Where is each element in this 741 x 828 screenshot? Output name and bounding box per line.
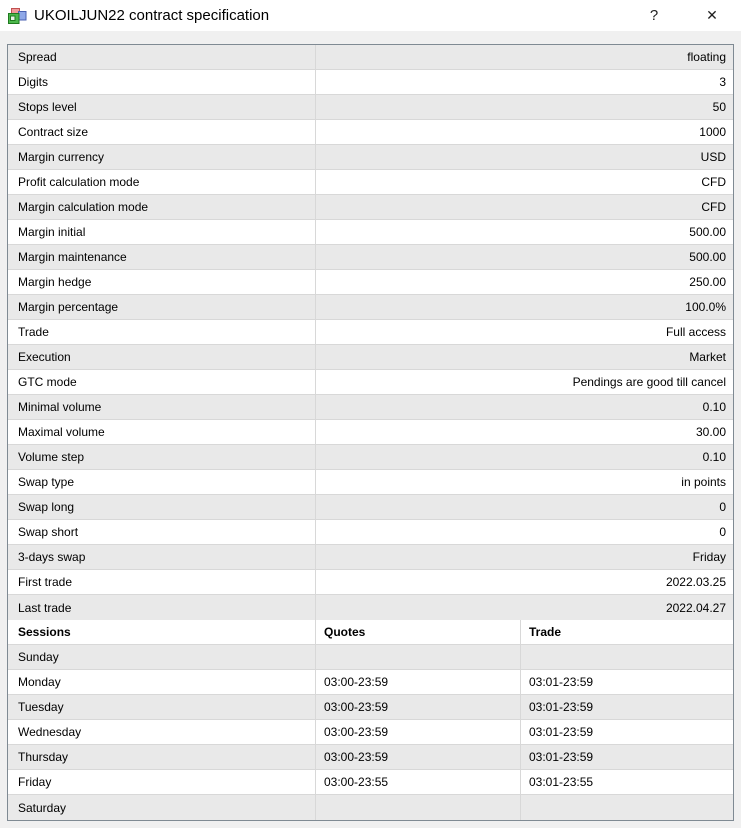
session-row xyxy=(8,745,733,770)
spec-row xyxy=(8,45,733,70)
session-trade: 03:01-23:59 xyxy=(529,675,594,689)
spec-row-label: Spread xyxy=(8,45,316,69)
spec-row xyxy=(8,570,733,595)
spec-row-value: 500.00 xyxy=(689,225,726,239)
spec-row xyxy=(8,120,733,145)
spec-row-value: 0 xyxy=(719,525,726,539)
session-day: Wednesday xyxy=(8,720,316,744)
spec-row-value: 2022.04.27 xyxy=(665,600,726,615)
spec-row xyxy=(8,70,733,95)
spec-row-label: Margin maintenance xyxy=(8,245,316,269)
spec-row-label: Margin currency xyxy=(8,145,316,169)
session-quotes xyxy=(316,645,521,669)
spec-row-value: Pendings are good till cancel xyxy=(572,375,726,389)
spec-row xyxy=(8,320,733,345)
dialog-body xyxy=(0,31,741,828)
session-quotes xyxy=(316,795,521,820)
spec-row xyxy=(8,470,733,495)
session-trade: 03:01-23:55 xyxy=(529,775,594,789)
spec-row-value: 0.10 xyxy=(702,400,726,414)
session-day: Friday xyxy=(8,770,316,794)
spec-row-value: USD xyxy=(700,150,726,164)
session-day: Monday xyxy=(8,670,316,694)
session-row xyxy=(8,770,733,795)
spec-row-value: 50 xyxy=(712,100,726,114)
spec-row xyxy=(8,345,733,370)
spec-row-label: Trade xyxy=(8,320,316,344)
spec-row-label: Swap type xyxy=(8,470,316,494)
spec-row xyxy=(8,545,733,570)
spec-row-value: Friday xyxy=(692,550,726,564)
spec-row-label: Execution xyxy=(8,345,316,369)
spec-row-label: Contract size xyxy=(8,120,316,144)
session-quotes: 03:00-23:55 xyxy=(316,770,521,794)
spec-row xyxy=(8,220,733,245)
spec-row xyxy=(8,145,733,170)
spec-row xyxy=(8,270,733,295)
spec-row xyxy=(8,170,733,195)
spec-row xyxy=(8,595,733,620)
quotes-header-label: Quotes xyxy=(316,620,521,644)
session-quotes: 03:00-23:59 xyxy=(316,745,521,769)
spec-row xyxy=(8,395,733,420)
session-quotes: 03:00-23:59 xyxy=(316,695,521,719)
spec-row-label: 3-days swap xyxy=(8,545,316,569)
spec-row-label: Swap long xyxy=(8,495,316,519)
session-trade: 03:01-23:59 xyxy=(529,725,594,739)
spec-row xyxy=(8,195,733,220)
session-day: Tuesday xyxy=(8,695,316,719)
spec-row-label: Margin percentage xyxy=(8,295,316,319)
session-trade: 03:01-23:59 xyxy=(529,700,594,714)
session-quotes: 03:00-23:59 xyxy=(316,670,521,694)
window-title: UKOILJUN22 contract specification xyxy=(34,7,270,24)
session-trade: 03:01-23:59 xyxy=(529,750,594,764)
spec-rows xyxy=(8,45,733,620)
session-row xyxy=(8,720,733,745)
spec-row xyxy=(8,245,733,270)
session-day: Sunday xyxy=(8,645,316,669)
sessions-header-row xyxy=(8,620,733,645)
session-row xyxy=(8,695,733,720)
spec-row-label: Margin initial xyxy=(8,220,316,244)
session-row xyxy=(8,795,733,820)
spec-row-label: Volume step xyxy=(8,445,316,469)
titlebar[interactable] xyxy=(0,0,741,31)
session-row xyxy=(8,645,733,670)
spec-row xyxy=(8,95,733,120)
session-row xyxy=(8,670,733,695)
contract-spec-table xyxy=(7,44,734,821)
spec-row-value: 1000 xyxy=(699,125,726,139)
spec-row-label: Stops level xyxy=(8,95,316,119)
spec-row-value: 0.10 xyxy=(702,450,726,464)
spec-row xyxy=(8,520,733,545)
spec-row-label: Swap short xyxy=(8,520,316,544)
spec-row-value: 0 xyxy=(719,500,726,514)
spec-row xyxy=(8,495,733,520)
spec-row-label: Profit calculation mode xyxy=(8,170,316,194)
close-button[interactable]: ✕ xyxy=(683,0,741,31)
contract-spec-icon xyxy=(7,7,27,25)
spec-row-label: Margin hedge xyxy=(8,270,316,294)
spec-row-value: floating xyxy=(687,50,726,64)
spec-row xyxy=(8,370,733,395)
spec-row-label: GTC mode xyxy=(8,370,316,394)
session-day: Thursday xyxy=(8,745,316,769)
spec-row-label: Minimal volume xyxy=(8,395,316,419)
spec-row xyxy=(8,420,733,445)
session-rows xyxy=(8,645,733,820)
session-quotes: 03:00-23:59 xyxy=(316,720,521,744)
spec-row-value: in points xyxy=(681,475,726,489)
spec-row-label: Digits xyxy=(8,70,316,94)
spec-row-value: CFD xyxy=(701,175,726,189)
spec-row-value: 3 xyxy=(719,75,726,89)
spec-row-label: Last trade xyxy=(8,595,316,620)
spec-row-value: 30.00 xyxy=(695,425,726,439)
help-button[interactable]: ? xyxy=(625,0,683,31)
spec-row-value: 250.00 xyxy=(689,275,726,289)
spec-row-value: 2022.03.25 xyxy=(665,575,726,589)
trade-header-label: Trade xyxy=(529,625,562,639)
spec-row xyxy=(8,445,733,470)
spec-row-value: Full access xyxy=(665,325,726,339)
session-trade xyxy=(521,645,733,669)
spec-row-value: 500.00 xyxy=(689,250,726,264)
spec-row-label: First trade xyxy=(8,570,316,594)
session-trade xyxy=(521,795,733,820)
session-day: Saturday xyxy=(8,795,316,820)
spec-row-value: CFD xyxy=(701,200,726,214)
spec-row-value: 100.0% xyxy=(685,300,726,314)
spec-row-value: Market xyxy=(689,350,726,364)
spec-row xyxy=(8,295,733,320)
sessions-header-label: Sessions xyxy=(8,620,316,644)
spec-row-label: Maximal volume xyxy=(8,420,316,444)
spec-row-label: Margin calculation mode xyxy=(8,195,316,219)
